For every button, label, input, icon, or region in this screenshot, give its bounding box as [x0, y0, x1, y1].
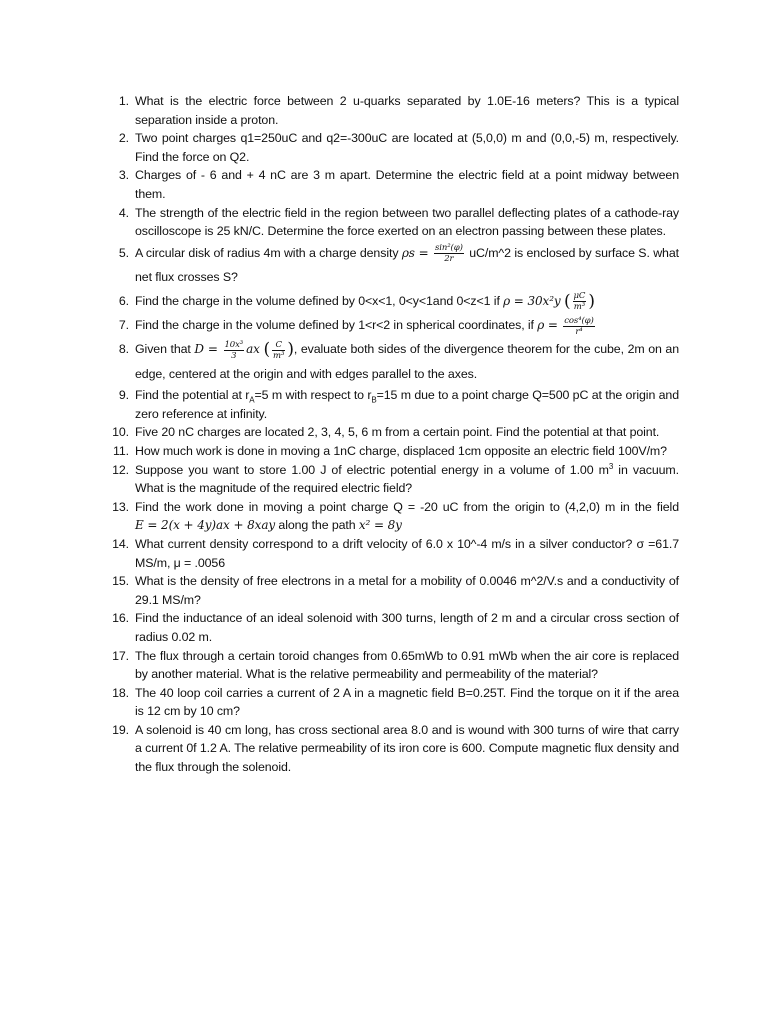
- fraction-denominator: m³: [273, 350, 285, 361]
- list-item: [107, 572, 679, 609]
- list-item: [107, 461, 679, 498]
- subscript: B: [371, 395, 377, 405]
- question-list: [107, 92, 679, 777]
- question-number: 5.: [118, 245, 129, 260]
- question-text: in vacuum. What is the magnitude of the required electric field?: [135, 462, 679, 496]
- question-number: 12.: [112, 462, 129, 477]
- list-item: [107, 241, 679, 289]
- question-text: Given that: [135, 342, 195, 357]
- fraction: [563, 316, 595, 337]
- fraction-denominator: r⁴: [575, 326, 583, 337]
- question-number: 13.: [112, 499, 129, 514]
- question-text: =15 m due to a point charge Q=500 pC at the origin and zero reference at infinity.: [135, 388, 680, 421]
- question-text: Charges of - 6 and + 4 nC are 3 m apart. Determine the electric field at a point midway between them.: [135, 168, 679, 201]
- question-number: 19.: [112, 722, 129, 737]
- question-number: 17.: [112, 648, 129, 663]
- superscript: 3: [608, 461, 614, 471]
- list-item: [107, 535, 679, 572]
- list-item: [107, 337, 679, 386]
- question-text: The flux through a certain toroid changes from 0.65mWb to 0.91 mWb when the air core is replaced by another material. What is the relative permeability and permeability of the material?: [135, 648, 679, 682]
- question-text: Find the potential at r: [135, 388, 250, 403]
- paren-open: (: [263, 340, 271, 361]
- list-item: [107, 204, 679, 241]
- list-item: [107, 92, 679, 129]
- list-item: [107, 721, 679, 777]
- question-text: A solenoid is 40 cm long, has cross sectional area 8.0 and is wound with 300 turns of wire that carry a current 0f 1.2 A. The relative permeability of its iron core is 600. Compute magnetic flux density and the flux through the solenoid.: [135, 722, 679, 775]
- question-number: 10.: [112, 425, 129, 440]
- question-text: What current density correspond to a drift velocity of 6.0 x 10^-4 m/s in a silver conductor? σ =61.7 MS/m, μ = .0056: [135, 536, 679, 570]
- subscript: A: [249, 395, 255, 405]
- fraction-numerator: 10x³: [224, 339, 244, 350]
- list-item: [107, 442, 679, 461]
- paren-open: (: [563, 291, 571, 312]
- question-text: =5 m with respect to r: [254, 388, 372, 403]
- question-text: Find the inductance of an ideal solenoid with 300 turns, length of 2 m and a circular cross section of radius 0.02 m.: [135, 611, 679, 644]
- question-text: Suppose you want to store 1.00 J of electric potential energy in a volume of 1.00 m: [135, 462, 609, 477]
- question-number: 15.: [112, 574, 129, 589]
- question-text: Find the work done in moving a point charge Q = -20 uC from the origin to (4,2,0) m in the field: [135, 499, 679, 514]
- question-text: What is the electric force between 2 u-quarks separated by 1.0E-16 meters? This is a typical separation inside a proton.: [135, 94, 679, 127]
- question-text: Five 20 nC charges are located 2, 3, 4, 5, 6 m from a certain point. Find the potential at that point.: [135, 425, 660, 440]
- question-number: 7.: [118, 318, 129, 333]
- list-item: [107, 289, 679, 314]
- question-number: 6.: [118, 293, 129, 308]
- question-number: 9.: [118, 388, 129, 403]
- unit-fraction: [272, 340, 285, 361]
- question-text: What is the density of free electrons in a metal for a mobility of 0.0046 m^2/V.s and a conductivity of 29.1 MS/m?: [135, 574, 679, 607]
- question-number: 3.: [118, 168, 129, 183]
- fraction-denominator: 3: [231, 350, 237, 361]
- density-formula: ρ =: [537, 318, 558, 333]
- fraction: [224, 340, 245, 361]
- question-number: 18.: [112, 685, 129, 700]
- fraction-denominator: 2r: [444, 253, 454, 264]
- list-item: [107, 129, 679, 166]
- list-item: [107, 498, 679, 535]
- list-item: [107, 386, 679, 423]
- fraction-numerator: μC: [573, 290, 586, 301]
- question-number: 4.: [118, 205, 129, 220]
- question-number: 14.: [112, 536, 129, 551]
- fraction-denominator: m³: [573, 301, 586, 312]
- question-number: 1.: [118, 94, 129, 108]
- question-number: 2.: [118, 131, 129, 146]
- list-item: [107, 647, 679, 684]
- list-item: [107, 609, 679, 646]
- question-text: , evaluate both sides of the divergence theorem for the cube, 2m on an edge, centered at the origin and with edges parallel to the axes.: [135, 342, 679, 382]
- question-text: The strength of the electric field in the region between two parallel deflecting plates of a cathode-ray oscilloscope is 25 kN/C. Determine the force exerted on an electron passing between these plates.: [135, 205, 679, 239]
- fraction-numerator: cos⁴(φ): [564, 315, 594, 326]
- list-item: [107, 684, 679, 721]
- flux-density-formula: D =: [194, 342, 218, 357]
- paren-close: ): [588, 291, 595, 312]
- question-text: The 40 loop coil carries a current of 2 A in a magnetic field B=0.25T. Find the torque on it if the area is 12 cm by 10 cm?: [135, 685, 679, 719]
- question-number: 16.: [112, 611, 129, 626]
- unit-fraction: [573, 291, 587, 312]
- fraction-numerator: sin²(φ): [434, 242, 463, 253]
- question-text: Two point charges q1=250uC and q2=-300uC are located at (5,0,0) m and (0,0,-5) m, respectively. Find the force on Q2.: [135, 131, 679, 164]
- question-text: How much work is done in moving a 1nC charge, displaced 1cm opposite an electric field 100V/m?: [135, 443, 667, 458]
- list-item: [107, 423, 679, 442]
- unit-vector: ax: [246, 342, 260, 357]
- list-item: [107, 166, 679, 203]
- question-text: Find the charge in the volume defined by 1<r<2 in spherical coordinates, if: [135, 318, 538, 333]
- fraction: [434, 243, 464, 264]
- question-text: uC/m^2 is enclosed by surface S. what net flux crosses S?: [135, 245, 679, 284]
- path-formula: x² = 8y: [358, 518, 402, 533]
- question-number: 8.: [118, 342, 129, 357]
- question-text: A circular disk of radius 4m with a charge density: [135, 245, 402, 260]
- fraction-numerator: C: [272, 340, 285, 351]
- question-text: Find the charge in the volume defined by 0<x<1, 0<y<1and 0<z<1 if: [135, 293, 504, 308]
- list-item: [107, 313, 679, 337]
- density-formula: ρ = 30x²y: [503, 293, 561, 308]
- question-number: 11.: [112, 443, 129, 458]
- density-formula: ρs =: [401, 245, 429, 260]
- paren-close: ): [287, 340, 294, 361]
- question-text: along the path: [275, 518, 359, 533]
- field-formula: E = 2(x + 4y)ax + 8xay: [135, 518, 276, 533]
